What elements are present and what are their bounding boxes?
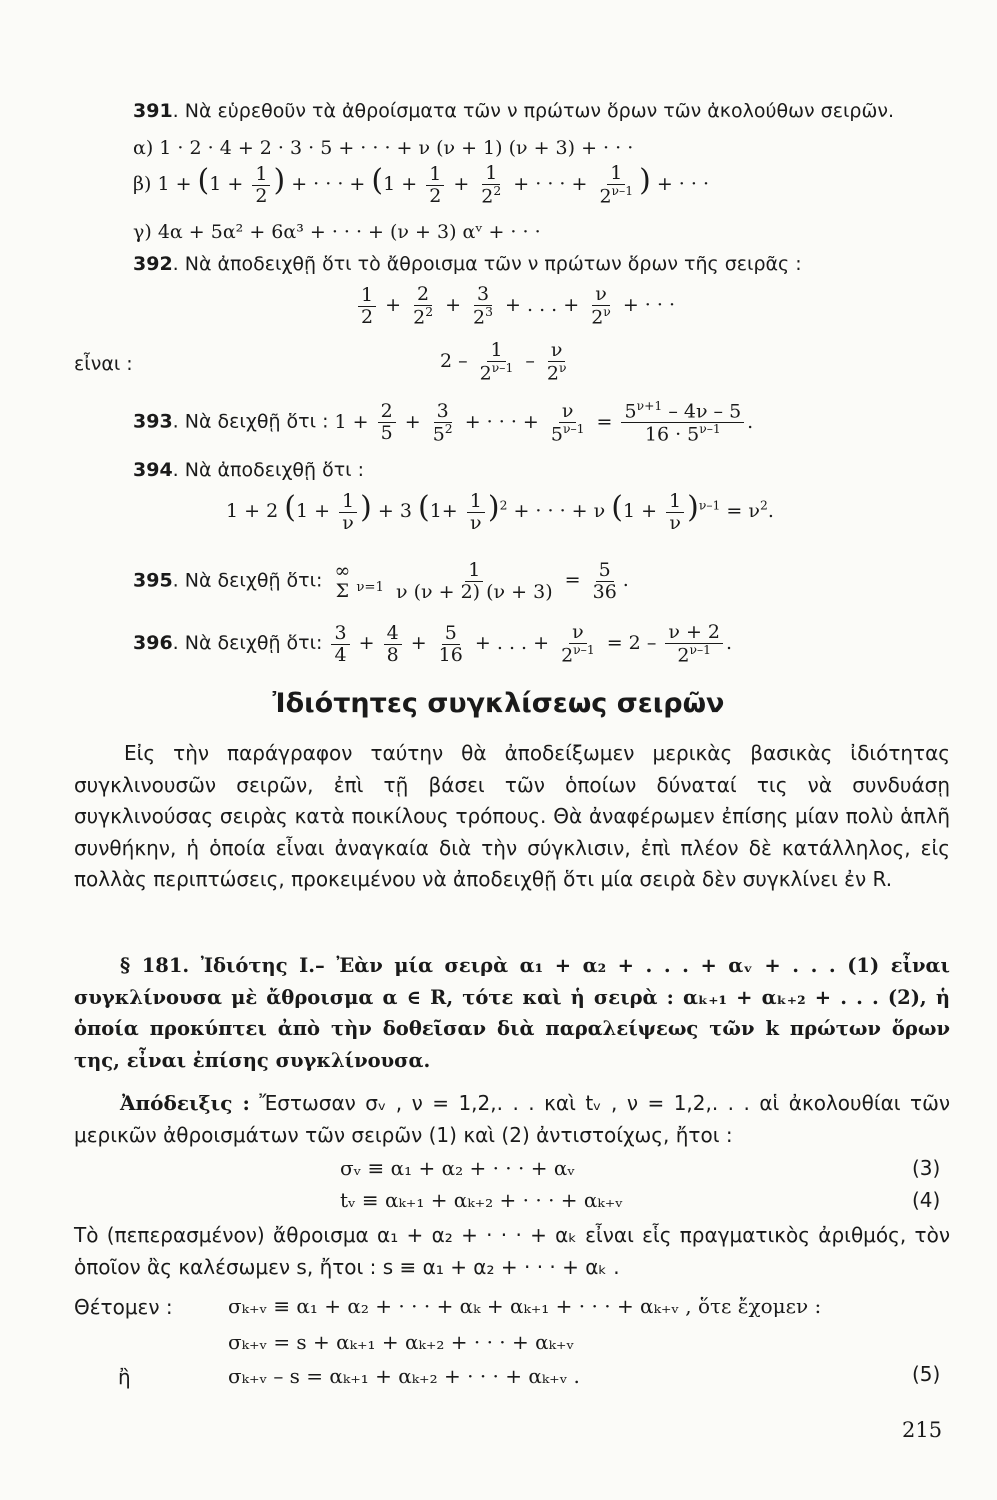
result-392: 2 – $\frac{1}{2^{\nu-1}}$ – $\frac{\nu}{2^\nu}$: [440, 339, 567, 385]
equation-sigma-s: σₖ₊ᵥ = s + αₖ₊₁ + αₖ₊₂ + · · · + αₖ₊ᵥ: [228, 1330, 574, 1354]
equation-sigma-k-nu: σₖ₊ᵥ ≡ α₁ + α₂ + · · · + αₖ + αₖ₊₁ + · · · + αₖ₊ᵥ , ὅτε ἔχομεν :: [228, 1294, 822, 1318]
identity-394: 1 + 2 (1 + $\frac{1}{\nu}$ ) + 3 (1+ $\frac{1}{\nu}$ )$^2$ + · · · + ν (1 + $\frac{1}{\nu}$ )$^{\nu-1} = \nu^2$.: [226, 489, 774, 534]
problem-396: 396. Νὰ δειχθῇ ὅτι: $\frac{3}{4}$ + $\frac{4}{8}$ + $\frac{5}{16}$ + . . . + $\frac{\nu}{2^{\nu-1}}$ = 2 – $\frac{\nu + 2}{2^{\nu-1}}$ .: [133, 621, 733, 667]
theorem-text: Ἐὰν μία σειρὰ α₁ + α₂ + . . . + αᵥ + . . . (1) εἶναι συγκλίνουσα μὲ ἄθροισμα α ∈ R, τότε καὶ ἡ σειρὰ : αₖ₊₁ + αₖ₊₂ + . . . (2), ἡ ὁποία προκύπτει ἀπὸ τὴν δοθεῖσαν διὰ παραλείψεως τῶν k πρώτων ὅρων της, εἶναι ἐπίσης συγκλίνουσα.: [74, 954, 950, 1072]
series-392: $\frac{1}{2}$ + $\frac{2}{2^2}$ + $\frac{3}{2^3}$ + . . . + $\frac{\nu}{2^\nu}$ + · · ·: [355, 284, 675, 328]
proof-label: Ἀπόδειξις :: [120, 1091, 250, 1115]
series-a-expression: 1 · 2 · 4 + 2 · 3 · 5 + · · · + ν (ν + 1) (ν + 3) + · · ·: [159, 137, 634, 159]
or-label: ἢ: [118, 1365, 131, 1389]
sum-paragraph: Τὸ (πεπερασμένον) ἄθροισμα α₁ + α₂ + · · · + αₖ εἶναι εἷς πραγματικὸς ἀριθμός, τὸν ὁποῖον ἂς καλέσωμεν s, ἤτοι : s ≡ α₁ + α₂ + · · · + αₖ .: [74, 1223, 950, 1279]
problem-394: 394. Νὰ ἀποδειχθῇ ὅτι :: [133, 459, 365, 481]
equation-5: σₖ₊ᵥ – s = αₖ₊₁ + αₖ₊₂ + · · · + αₖ₊ᵥ .: [228, 1364, 580, 1388]
proof-text: Ἔστωσαν σᵥ , ν = 1,2,. . . καὶ tᵥ , ν = 1,2,. . . αἱ ἀκολουθίαι τῶν μερικῶν ἀθροισμάτων τῶν σειρῶν (1) καὶ (2) ἀντιστοίχως, ἤτοι :: [74, 1091, 951, 1147]
equation-4: tᵥ ≡ αₖ₊₁ + αₖ₊₂ + · · · + αₖ₊ᵥ: [340, 1188, 623, 1212]
problem-391: [133, 100, 894, 122]
equation-3-tag: (3): [912, 1156, 941, 1180]
equation-4-tag: (4): [912, 1188, 941, 1212]
einai-label: εἶναι :: [74, 353, 133, 375]
series-c: γ) 4α + 5α² + 6α³ + · · · + (ν + 3) αᵛ + · · ·: [133, 221, 541, 243]
theorem-181: [74, 950, 950, 1076]
series-c-expression: 4α + 5α² + 6α³ + · · · + (ν + 3) αᵛ + · · ·: [157, 221, 541, 243]
problem-number: 391: [133, 100, 173, 122]
proof-intro: [74, 1088, 950, 1151]
equation-5-tag: (5): [912, 1362, 941, 1386]
series-a: α) 1 · 2 · 4 + 2 · 3 · 5 + · · · + ν (ν + 1) (ν + 3) + · · ·: [133, 137, 634, 159]
section-heading: Ἰδιότητες συγκλίσεως σειρῶν: [272, 688, 725, 719]
problem-395: 395. Νὰ δειχθῇ ὅτι: ∞ Σ $_{\nu=1}$ $\frac{1}{\nu (\nu + 2) (\nu + 3)}$ = $\frac{5}{36}$ .: [133, 559, 629, 603]
section-intro: Εἰς τὴν παράγραφον ταύτην θὰ ἀποδείξωμεν μερικὰς βασικὰς ἰδιότητας συγκλινουσῶν σειρῶν, ἐπὶ τῇ βάσει τῶν ὁποίων δύναταί τις νὰ συνδυάσῃ συγκλινούσας σειρὰς κατὰ ποικίλους τρόπους. Θὰ ἀναφέρωμεν ἐπίσης μίαν πολὺ ἁπλῆ συνθήκην, ἡ ὁποία εἶναι ἀναγκαία διὰ τὴν σύγκλισιν, ἐπὶ πλέον δὲ κατάλληλος, εἰς πολλὰς περιπτώσεις, προκειμένου νὰ ἀποδειχθῇ ὅτι μία σειρὰ δὲν συγκλίνει ἐν R.: [74, 741, 950, 891]
problem-393: 393. Νὰ δειχθῇ ὅτι : 1 + $\frac{2}{5}$ + $\frac{3}{5^2}$ + · · · + $\frac{\nu}{5^{\nu-1}}$ = $\frac{5^{\nu+1} - 4\nu - 5}{16 \cdot 5^{\nu-1}}$ .: [133, 399, 754, 446]
theorem-label: § 181. Ἰδιότης I.–: [120, 954, 325, 977]
page-number: 215: [902, 1418, 943, 1442]
thetomen-label: Θέτομεν :: [74, 1295, 173, 1319]
problem-392: 392. Νὰ ἀποδειχθῇ ὅτι τὸ ἄθροισμα τῶν ν πρώτων ὅρων τῆς σειρᾶς :: [133, 253, 802, 275]
problem-text: . Νὰ εὑρεθοῦν τὰ ἀθροίσματα τῶν ν πρώτων ὅρων τῶν ἀκολούθων σειρῶν.: [172, 100, 895, 122]
equation-3: σᵥ ≡ α₁ + α₂ + · · · + αᵥ: [340, 1156, 575, 1180]
series-b: β) 1 + (1 + $\frac{1}{2}$ ) + · · · + (1 + $\frac{1}{2}$ + $\frac{1}{2^2}$ + · · · + $\frac{1}{2^{\nu-1}}$ ) + · · ·: [133, 162, 709, 208]
